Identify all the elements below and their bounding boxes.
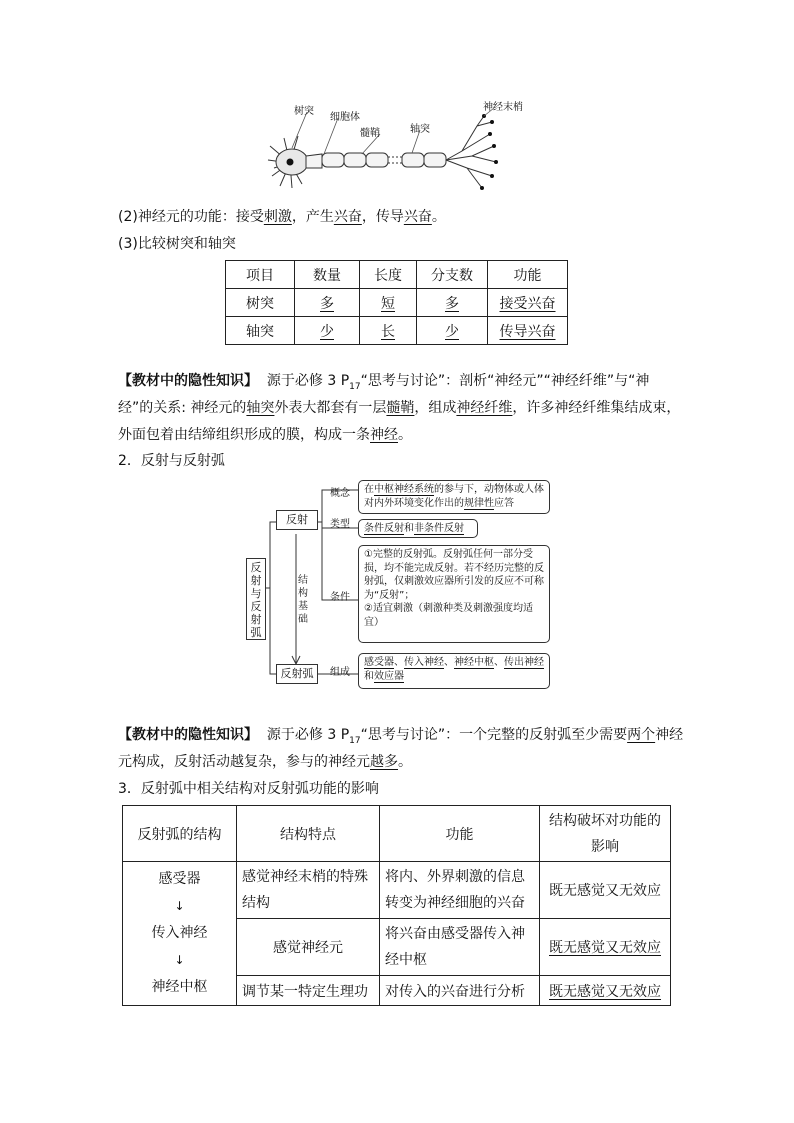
table-cell: 短 xyxy=(360,289,417,317)
hidden-knowledge-1: 【教材中的隐性知识】 源于必修 3 $P_{17}“$思考与讨论”：剖析“神经元”“神经纤维”与“神 xyxy=(118,373,650,392)
table-cell: 传导兴奋 xyxy=(488,317,568,345)
composition-label: 组成 xyxy=(330,667,350,678)
table-cell: 多 xyxy=(417,289,488,317)
effect-header: 功能 xyxy=(380,806,540,862)
condition-box: ①完整的反射弧。反射弧任何一部分受损，均不能完成反射。若不经历完整的反射弧，仅刺激效应器所引发的反应不可称为“反射”； ②适宜刺激（刺激种类及刺激强度均适宜） xyxy=(358,545,550,643)
table-cell: 接受兴奋 xyxy=(488,289,568,317)
reflex-root-box: 反射与反射弧 xyxy=(246,558,266,640)
effect-header: 结构破坏对功能的影响 xyxy=(540,806,671,862)
type-label: 类型 xyxy=(330,519,350,530)
structure-column xyxy=(123,862,237,1006)
label-cell-body: 细胞体 xyxy=(330,112,360,123)
concept-label: 概念 xyxy=(330,488,350,499)
effect-cell: 既无感觉又无效应 xyxy=(540,862,671,919)
condition-label: 条件 xyxy=(330,592,350,603)
table-row xyxy=(226,317,568,345)
structure-basis-label: 结构基础 xyxy=(298,575,308,625)
effect-cell: 既无感觉又无效应 xyxy=(540,919,671,976)
feature-cell: 感觉神经末梢的特殊结构 xyxy=(237,862,380,919)
compare-header: 项目 xyxy=(226,261,295,289)
table-cell: 少 xyxy=(417,317,488,345)
hidden-tag: 【教材中的隐性知识】 xyxy=(118,373,258,389)
hidden-knowledge-1-line3: 外面包着由结缔组织形成的膜，构成一条神经。 xyxy=(118,427,412,443)
table-row xyxy=(123,862,671,919)
effect-cell: 既无感觉又无效应 xyxy=(540,976,671,1006)
compare-header: 功能 xyxy=(488,261,568,289)
feature-cell: 感觉神经元 xyxy=(237,919,380,976)
label-myelin: 髓鞘 xyxy=(360,128,380,139)
compare-header: 数量 xyxy=(295,261,360,289)
effect-header: 结构特点 xyxy=(237,806,380,862)
function-cell: 将内、外界刺激的信息转变为神经细胞的兴奋 xyxy=(380,862,540,919)
concept-box: 在中枢神经系统的参与下，动物体或人体对内外环境变化作出的规律性应答 xyxy=(358,480,550,514)
reflex-arc-box: 反射弧 xyxy=(276,664,318,684)
reflex-box: 反射 xyxy=(276,510,318,530)
structure-item: 感受器 xyxy=(158,871,201,887)
structure-item: 传入神经 xyxy=(151,925,208,941)
table-cell: 长 xyxy=(360,317,417,345)
compare-header: 长度 xyxy=(360,261,417,289)
compare-header: 分支数 xyxy=(417,261,488,289)
effect-header: 反射弧的结构 xyxy=(123,806,237,862)
composition-box: 感受器、传入神经、神经中枢、传出神经和效应器 xyxy=(358,653,550,689)
hidden-knowledge-2-line2: 元构成，反射活动越复杂，参与的神经元越多。 xyxy=(118,754,412,770)
function-cell: 将兴奋由感受器传入神经中枢 xyxy=(380,919,540,976)
feature-cell: 调节某一特定生理功 xyxy=(237,976,380,1006)
hidden-tag: 【教材中的隐性知识】 xyxy=(118,727,258,743)
label-axon: 轴突 xyxy=(410,124,430,135)
table-cell: 少 xyxy=(295,317,360,345)
effect-table xyxy=(122,805,671,1006)
table-cell: 树突 xyxy=(226,289,295,317)
neuron-function: (2)神经元的功能：接受刺激，产生兴奋，传导兴奋。 xyxy=(118,209,446,225)
compare-title: (3)比较树突和轴突 xyxy=(118,236,236,252)
table-cell: 多 xyxy=(295,289,360,317)
label-terminal: 神经末梢 xyxy=(483,102,523,113)
arrow-down-icon: ↓ xyxy=(174,899,185,913)
heading-effect: 3．反射弧中相关结构对反射弧功能的影响 xyxy=(118,781,379,797)
heading-reflex: 2．反射与反射弧 xyxy=(118,453,225,469)
structure-item: 神经中枢 xyxy=(151,979,208,995)
table-cell: 轴突 xyxy=(226,317,295,345)
hidden-knowledge-2: 【教材中的隐性知识】 源于必修 3 $P_{17}“$思考与讨论”：一个完整的反射弧至少需要两个神经 xyxy=(118,727,684,746)
type-box: 条件反射和非条件反射 xyxy=(358,519,478,538)
compare-table xyxy=(225,260,568,345)
table-row xyxy=(226,289,568,317)
label-dendrite: 树突 xyxy=(294,106,314,117)
arrow-down-icon: ↓ xyxy=(174,953,185,967)
hidden-knowledge-1-line2: 经”的关系: 神经元的轴突外表大都套有一层髓鞘，组成神经纤维，许多神经纤维集结成束， xyxy=(118,400,681,416)
function-cell: 对传入的兴奋进行分析 xyxy=(380,976,540,1006)
